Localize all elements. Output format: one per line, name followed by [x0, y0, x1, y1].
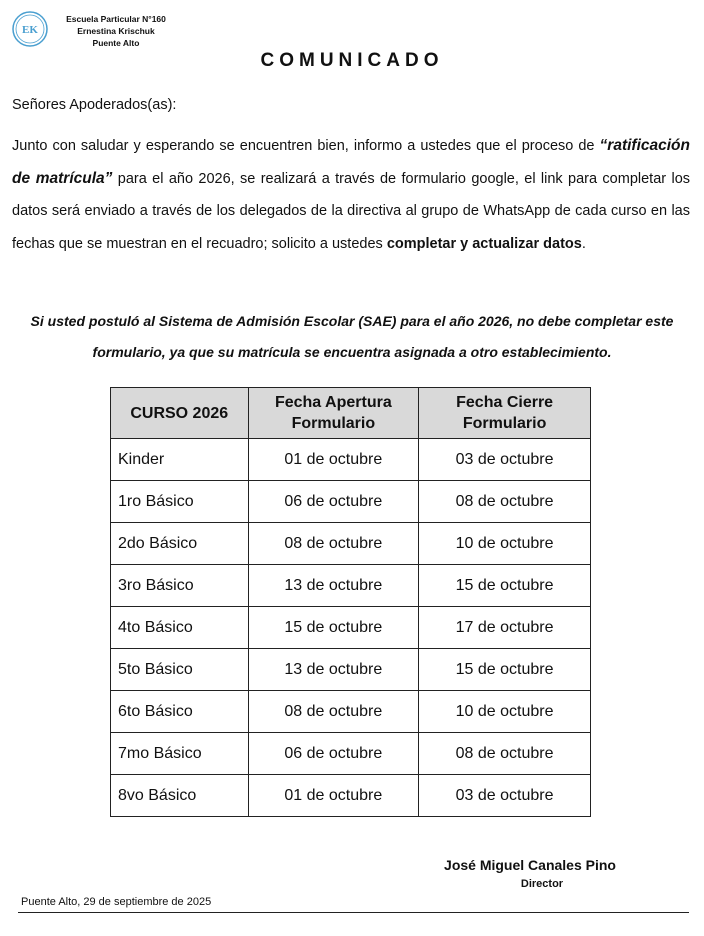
greeting: Señores Apoderados(as):: [12, 97, 177, 113]
schedule-table: [110, 387, 591, 817]
emphasis-text: “ratificación de matrícula”: [12, 137, 690, 187]
course-cell: 6to Básico: [111, 691, 249, 733]
course-cell: 8vo Básico: [111, 775, 249, 817]
logo-monogram: EK: [22, 24, 38, 36]
school-line: Ernestina Krischuk: [77, 26, 155, 36]
table-header-row: [111, 388, 591, 439]
body-paragraph: [12, 130, 690, 260]
table-row: [111, 691, 591, 733]
body-text: Junto con saludar y esperando se encuentren bien, informo a ustedes que el proceso de: [12, 138, 600, 154]
close-date-cell: 10 de octubre: [419, 523, 591, 565]
school-logo-icon: [12, 11, 48, 47]
strong-text: completar y actualizar datos: [386, 235, 582, 252]
course-cell: 7mo Básico: [111, 733, 249, 775]
body-text: para el año 2026, se realizará a través de formulario google, el link para completar los datos será enviado a través de los delegados de la directiva al grupo de WhatsApp de cada curso en las fechas que se muestran en el recuadro; solicito a ustedes: [12, 170, 691, 252]
table-row: [111, 775, 591, 817]
close-date-cell: 17 de octubre: [419, 607, 591, 649]
signature-name: José Miguel Canales Pino: [444, 857, 616, 873]
course-cell: 5to Básico: [111, 649, 249, 691]
sae-notice: Si usted postuló al Sistema de Admisión Escolar (SAE) para el año 2026, no debe completar este formulario, ya que su matrícula se encuentra asignada a otro establecimiento.: [30, 313, 674, 360]
open-date-cell: 06 de octubre: [248, 733, 419, 775]
table-row: [111, 649, 591, 691]
column-header: Fecha Apertura Formulario: [248, 388, 419, 439]
school-line: Puente Alto: [92, 38, 140, 48]
footer-divider: [18, 912, 689, 913]
close-date-cell: 03 de octubre: [419, 775, 591, 817]
close-date-cell: 10 de octubre: [419, 691, 591, 733]
open-date-cell: 06 de octubre: [248, 481, 419, 523]
open-date-cell: 13 de octubre: [248, 565, 419, 607]
course-cell: 1ro Básico: [111, 481, 249, 523]
column-header: Fecha Cierre Formulario: [419, 388, 591, 439]
course-cell: 2do Básico: [111, 523, 249, 565]
document-title: COMUNICADO: [260, 50, 444, 71]
open-date-cell: 15 de octubre: [248, 607, 419, 649]
course-cell: Kinder: [111, 439, 249, 481]
open-date-cell: 13 de octubre: [248, 649, 419, 691]
table-row: [111, 523, 591, 565]
table-row: [111, 607, 591, 649]
table-row: [111, 481, 591, 523]
column-header: CURSO 2026: [111, 388, 249, 439]
open-date-cell: 01 de octubre: [248, 439, 419, 481]
footer-place-date: Puente Alto, 29 de septiembre de 2025: [21, 896, 212, 908]
body-text: .: [581, 235, 586, 252]
table-row: [111, 733, 591, 775]
table-row: [111, 565, 591, 607]
close-date-cell: 03 de octubre: [419, 439, 591, 481]
close-date-cell: 15 de octubre: [419, 649, 591, 691]
open-date-cell: 08 de octubre: [248, 523, 419, 565]
signature-role: Director: [520, 878, 564, 890]
open-date-cell: 01 de octubre: [248, 775, 419, 817]
table-row: [111, 439, 591, 481]
close-date-cell: 15 de octubre: [419, 565, 591, 607]
open-date-cell: 08 de octubre: [248, 691, 419, 733]
close-date-cell: 08 de octubre: [419, 481, 591, 523]
school-line: Escuela Particular N°160: [66, 14, 166, 24]
close-date-cell: 08 de octubre: [419, 733, 591, 775]
course-cell: 4to Básico: [111, 607, 249, 649]
school-name-block: [56, 13, 176, 49]
course-cell: 3ro Básico: [111, 565, 249, 607]
